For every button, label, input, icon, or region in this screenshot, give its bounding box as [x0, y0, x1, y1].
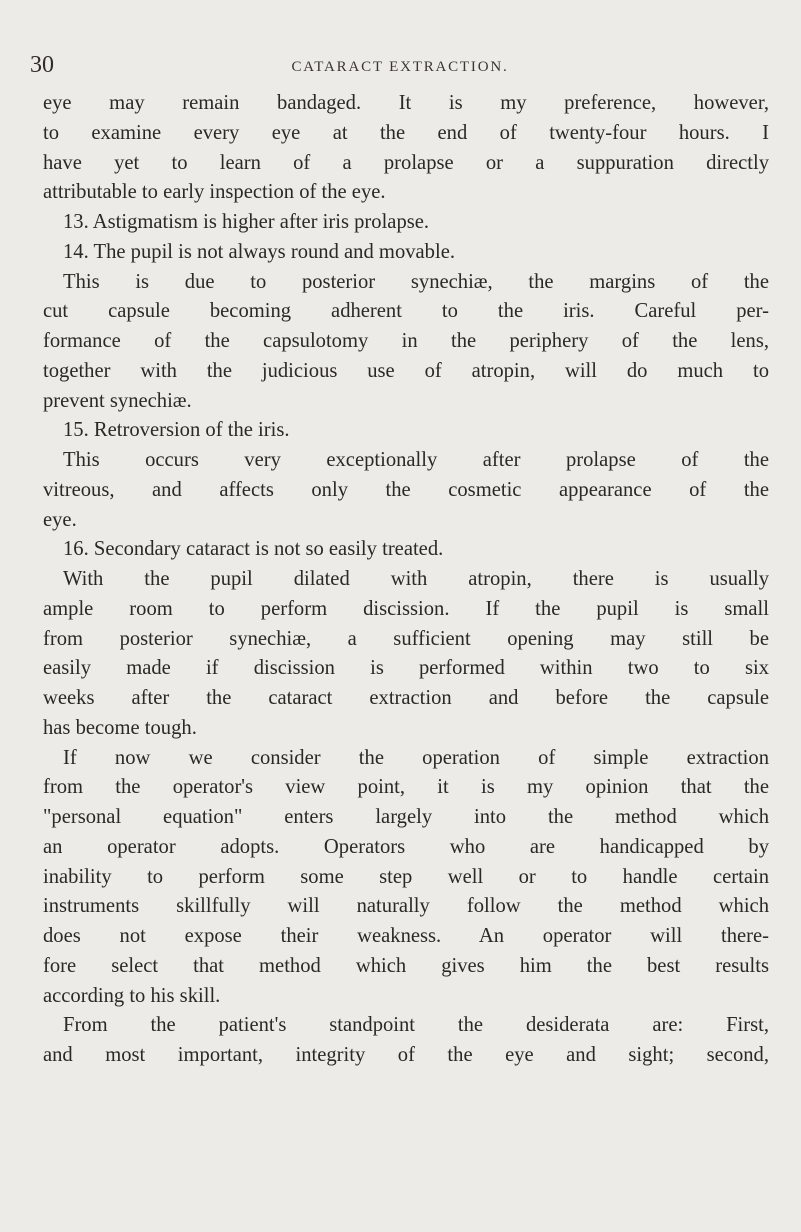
text-line: From the patient's standpoint the desiderata are: First,	[63, 1014, 769, 1037]
text-line: formance of the capsulotomy in the periphery of the lens,	[43, 330, 769, 352]
text-line: 15. Retroversion of the iris.	[63, 419, 290, 442]
text-line: With the pupil dilated with atropin, there is usually	[63, 568, 769, 590]
text-line: together with the judicious use of atropin, will do much to	[43, 359, 769, 382]
text-line: to examine every eye at the end of twenty-four hours. I	[43, 121, 769, 144]
text-line: This occurs very exceptionally after prolapse of the	[63, 449, 769, 471]
text-line: If now we consider the operation of simple extraction	[63, 746, 769, 769]
text-line: easily made if discission is performed within two to six	[43, 657, 769, 680]
text-line: 14. The pupil is not always round and movable.	[63, 240, 455, 263]
page-header	[30, 50, 770, 84]
page-number: 30	[30, 52, 54, 78]
text-line: ample room to perform discission. If the pupil is small	[43, 597, 769, 620]
text-line: 16. Secondary cataract is not so easily treated.	[63, 538, 444, 561]
text-line: does not expose their weakness. An operator will there-	[43, 925, 769, 947]
text-line: instruments skillfully will naturally follow the method which	[43, 895, 769, 918]
text-line: eye may remain bandaged. It is my preference, however,	[43, 92, 769, 114]
text-line: according to his skill.	[43, 984, 221, 1007]
text-line: from the operator's view point, it is my opinion that the	[43, 776, 769, 799]
text-line: This is due to posterior synechiæ, the margins of the	[63, 270, 769, 293]
text-line: 13. Astigmatism is higher after iris prolapse.	[63, 211, 430, 233]
text-line: cut capsule becoming adherent to the iris. Careful per-	[43, 300, 769, 323]
text-line: inability to perform some step well or to handle certain	[43, 865, 769, 888]
text-line: fore select that method which gives him the best results	[43, 954, 769, 977]
text-line: attributable to early inspection of the eye.	[43, 181, 386, 204]
text-line: vitreous, and affects only the cosmetic appearance of the	[43, 478, 769, 501]
text-line: "personal equation" enters largely into the method which	[43, 806, 769, 828]
text-line: weeks after the cataract extraction and before the capsule	[43, 687, 769, 709]
text-line: have yet to learn of a prolapse or a suppuration directly	[43, 151, 769, 174]
text-line: an operator adopts. Operators who are handicapped by	[43, 835, 769, 858]
body-text	[43, 89, 769, 1071]
text-line: has become tough.	[43, 716, 197, 739]
text-line: prevent synechiæ.	[43, 389, 192, 412]
text-line: from posterior synechiæ, a sufficient opening may still be	[43, 627, 769, 650]
text-line: eye.	[43, 508, 77, 531]
running-head: CATARACT EXTRACTION.	[291, 59, 509, 75]
text-line: and most important, integrity of the eye and sight; second,	[43, 1044, 769, 1066]
